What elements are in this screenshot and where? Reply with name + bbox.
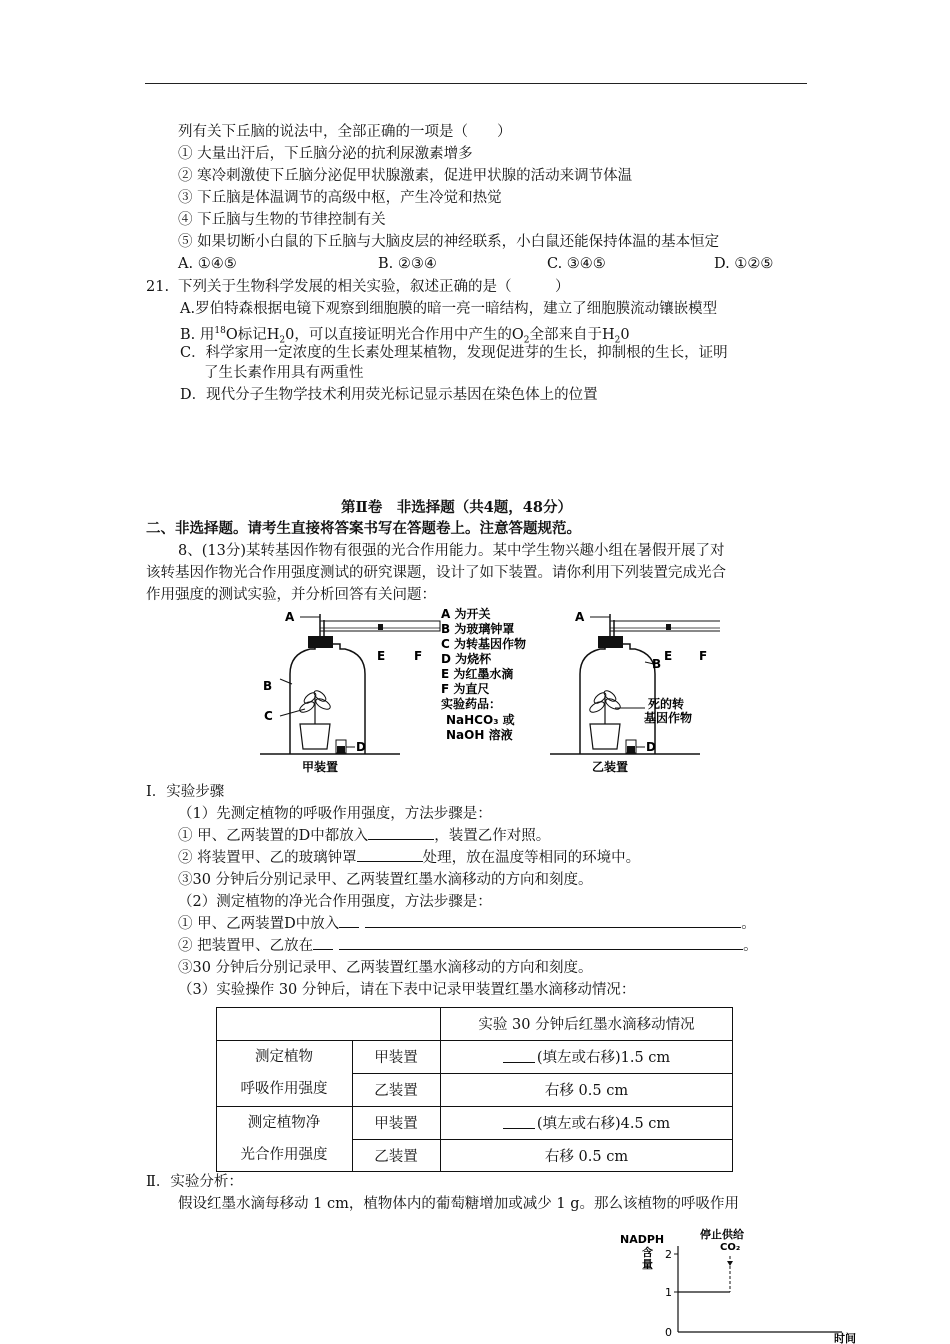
label-b-jia: B <box>263 679 273 693</box>
legend-1: A 为开关 <box>441 607 491 621</box>
legend-3: C 为转基因作物 <box>441 637 526 651</box>
legend-4: D 为烧杯 <box>441 652 492 666</box>
label-d-yi: D <box>646 740 656 754</box>
label-e-yi: E <box>664 649 673 663</box>
label-a-yi: A <box>575 610 585 624</box>
analysis-heading: Ⅱ．实验分析： <box>146 1174 243 1190</box>
q21-number: 21. <box>146 279 170 295</box>
q21-option-b: B. 用$^{18}$O标记$H_20$，可以直接证明光合作用中产生的$O_2$全部来自于$H_20$ <box>180 326 630 346</box>
step1-heading: （1）先测定植物的呼吸作用强度，方法步骤是： <box>178 806 492 822</box>
step2-c: ③30 分钟后分别记录甲、乙两装置红墨水滴移动的方向和刻度。 <box>178 960 593 976</box>
step1-a: ① 甲、乙两装置的D中都放入 ，装置乙作对照。 <box>178 828 551 844</box>
chart-tick-2: 2 <box>665 1248 672 1261</box>
q20-item-3: ③ 下丘脑是体温调节的高级中枢，产生冷觉和热觉 <box>178 190 502 206</box>
q20-option-b: B. ②③④ <box>378 256 437 272</box>
label-e-jia: E <box>377 649 386 663</box>
q8-line-1: 8、(13分)某转基因作物有很强的光合作用能力。某中学生物兴趣小组在暑假开展了对 <box>178 543 725 559</box>
q8-line-3: 作用强度的测试实验，并分析回答有关问题： <box>146 587 436 603</box>
dead-plant-label-2: 基因作物 <box>644 711 693 725</box>
steps-heading: Ⅰ．实验步骤 <box>146 784 225 800</box>
label-f-yi: F <box>699 649 708 663</box>
legend-7: 实验药品： <box>441 697 502 711</box>
label-b-yi: B <box>652 657 662 671</box>
jia-caption: 甲装置 <box>302 760 339 774</box>
q21-option-d: D．现代分子生物学技术利用荧光标记显示基因在染色体上的位置 <box>180 387 598 403</box>
chart-tick-1: 1 <box>665 1286 672 1299</box>
step1-c: ③30 分钟后分别记录甲、乙两装置红墨水滴移动的方向和刻度。 <box>178 872 593 888</box>
label-c-jia: C <box>264 709 273 723</box>
q20-item-5: ⑤ 如果切断小白鼠的下丘脑与大脑皮层的神经联系，小白鼠还能保持体温的基本恒定 <box>178 234 720 250</box>
table-row: 乙装置 <box>374 1083 418 1099</box>
q20-option-c: C. ③④⑤ <box>547 256 606 272</box>
table-cell-result: 右移 0.5 cm <box>544 1149 629 1165</box>
analysis-line-1: 假设红墨水滴每移动 1 cm，植物体内的葡萄糖增加或减少 1 g。那么该植物的呼吸作用 <box>178 1196 740 1212</box>
legend-9: NaOH 溶液 <box>446 728 513 742</box>
q21-option-c-line1: C．科学家用一定浓度的生长素处理某植物，发现促进芽的生长，抑制根的生长，证明 <box>180 345 728 361</box>
table-cell-result[interactable]: (填左或右移)1.5 cm <box>440 1040 733 1073</box>
table-header: 实验 30 分钟后红墨水滴移动情况 <box>478 1017 695 1033</box>
table-group-photosynthesis: 测定植物净 光合作用强度 <box>240 1115 328 1163</box>
table-group-respiration: 测定植物 呼吸作用强度 <box>240 1049 328 1097</box>
label-d-jia: D <box>356 740 366 754</box>
step2-b: ② 把装置甲、乙放在 。 <box>178 938 758 954</box>
yi-apparatus <box>550 614 720 754</box>
chart-annotation-2: CO₂ <box>720 1242 741 1253</box>
chart-ylabel-3: 量 <box>642 1258 653 1271</box>
step2-a: ① 甲、乙两装置D中放入 。 <box>178 916 756 932</box>
step3-heading: （3）实验操作 30 分钟后，请在下表中记录甲装置红墨水滴移动情况： <box>178 982 636 998</box>
chart-ylabel: NADPH <box>620 1233 665 1246</box>
dead-plant-label-1: 死的转 <box>648 697 685 711</box>
nadph-chart <box>612 1228 880 1344</box>
part2-instruction: 二、非选择题。请考生直接将答案书写在答题卷上。注意答题规范。 <box>146 520 581 537</box>
q20-option-d: D. ①②⑤ <box>714 256 774 272</box>
legend-6: F 为直尺 <box>441 682 490 696</box>
q21-option-c-line2: 了生长素作用具有两重性 <box>204 365 364 381</box>
yi-caption: 乙装置 <box>592 760 629 774</box>
apparatus-figure <box>260 604 720 776</box>
table-cell-result[interactable]: (填左或右移)4.5 cm <box>440 1106 733 1139</box>
step1-b: ② 将装置甲、乙的玻璃钟罩 处理，放在温度等相同的环境中。 <box>178 850 641 866</box>
step2-b-blank[interactable] <box>339 937 743 950</box>
q21-option-a: A.罗伯特森根据电镜下观察到细胞膜的暗一亮一暗结构，建立了细胞膜流动镶嵌模型 <box>180 301 718 317</box>
legend-8: NaHCO₃ 或 <box>446 713 515 727</box>
table-row: 乙装置 <box>374 1149 418 1165</box>
table-row: 甲装置 <box>374 1050 418 1066</box>
q8-line-2: 该转基因作物光合作用强度测试的研究课题，设计了如下装置。请你利用下列装置完成光合 <box>146 565 726 581</box>
q20-item-4: ④ 下丘脑与生物的节律控制有关 <box>178 212 386 228</box>
step1-b-blank[interactable] <box>357 849 423 862</box>
q20-item-2: ② 寒冷刺激使下丘脑分泌促甲状腺激素，促进甲状腺的活动来调节体温 <box>178 168 633 184</box>
jia-apparatus <box>260 614 440 754</box>
q20-item-1: ① 大量出汗后，下丘脑分泌的抗利尿激素增多 <box>178 146 473 162</box>
chart-xlabel: 时间 <box>834 1332 856 1344</box>
q21-stem: 下列关于生物科学发展的相关实验，叙述正确的是（ ） <box>178 279 570 295</box>
step2-a-blank[interactable] <box>365 915 741 928</box>
label-a-jia: A <box>285 610 295 624</box>
q20-option-a: A. ①④⑤ <box>178 256 237 272</box>
part2-title: 第Ⅱ卷 非选择题（共4题，48分） <box>341 499 572 516</box>
table-row: 甲装置 <box>374 1116 418 1132</box>
legend-2: B 为玻璃钟罩 <box>441 622 515 636</box>
header-rule <box>145 83 807 84</box>
step1-a-blank[interactable] <box>368 827 434 840</box>
q20-stem: 列有关下丘脑的说法中，全部正确的一项是（ ） <box>178 124 512 140</box>
legend-5: E 为红墨水滴 <box>441 667 514 681</box>
step2-heading: （2）测定植物的净光合作用强度，方法步骤是： <box>178 894 492 910</box>
chart-tick-0: 0 <box>665 1326 672 1339</box>
chart-ylabel-2: 含 <box>642 1246 653 1259</box>
table-cell-result: 右移 0.5 cm <box>544 1083 629 1099</box>
chart-annotation: 停止供给 <box>700 1228 744 1241</box>
label-f-jia: F <box>414 649 423 663</box>
results-table <box>216 1007 733 1172</box>
